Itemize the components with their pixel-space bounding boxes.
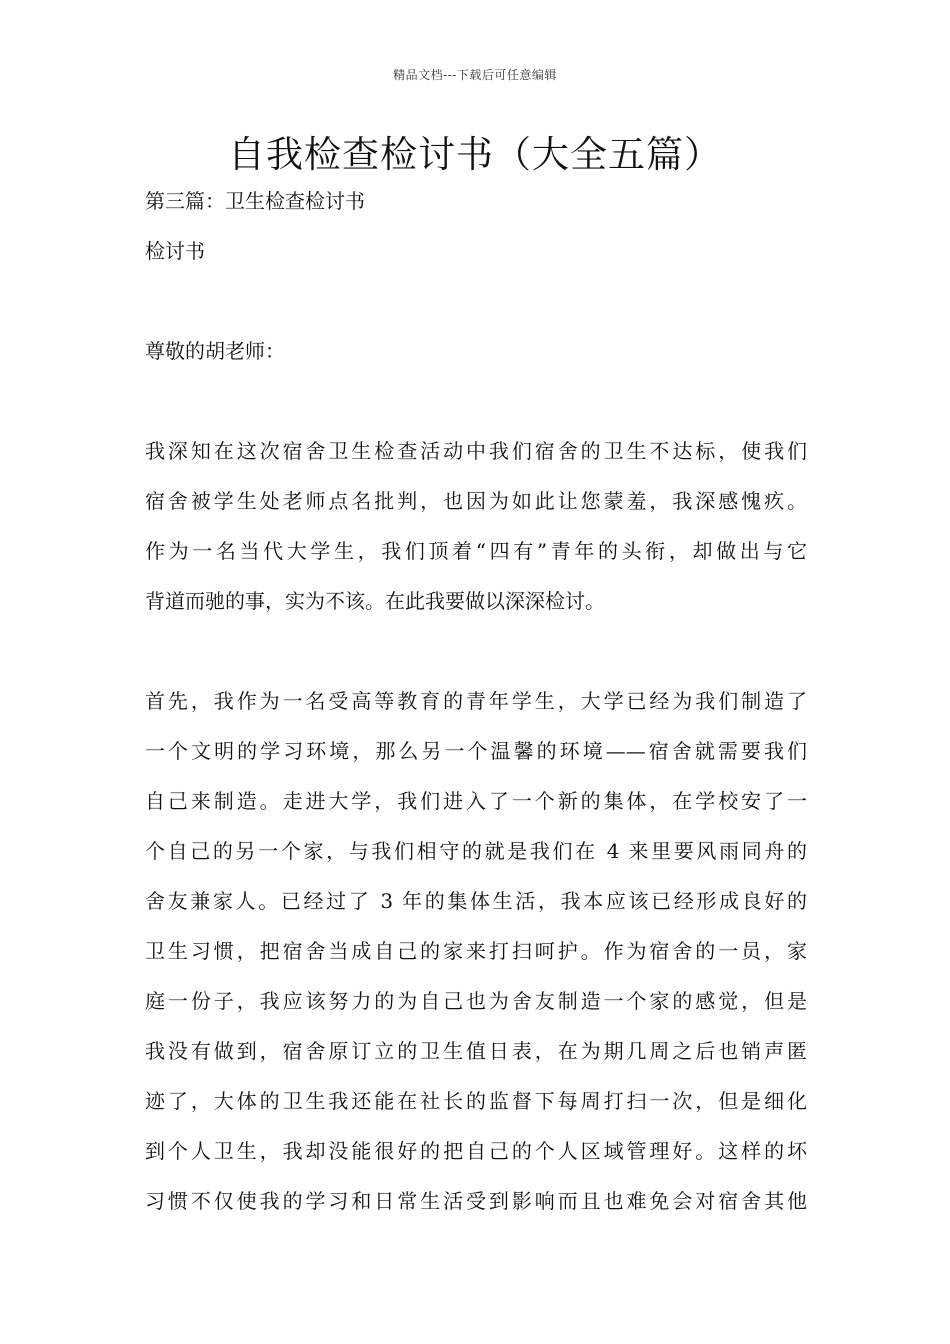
salutation: 尊敬的胡老师： [145,339,285,363]
blank-line [145,384,807,434]
blank-line [145,634,807,684]
letter-title: 检讨书 [145,239,205,263]
paragraph-1 [145,434,807,634]
blank-line [145,284,807,334]
paragraph-2 [145,684,807,1234]
paragraph-line: 我深知在这次宿舍卫生检查活动中我们宿舍的卫生不达标，使我们 [145,439,807,463]
paragraph-line: 我没有做到，宿舍原订立的卫生值日表，在为期几周之后也销声匿 [145,1039,807,1063]
paragraph-line: 个自己的另一个家，与我们相守的就是我们在 4 来里要风雨同舟的 [145,839,807,863]
header-note: 精品文档---下载后可任意编辑 [393,68,557,82]
paragraph-line: 卫生习惯，把宿舍当成自己的家来打扫呵护。作为宿舍的一员，家 [145,939,807,963]
paragraph-line: 习惯不仅使我的学习和日常生活受到影响而且也难免会对宿舍其他 [145,1189,807,1213]
paragraph-line: 首先，我作为一名受高等教育的青年学生，大学已经为我们制造了 [145,689,807,713]
paragraph-line: 自己来制造。走进大学，我们进入了一个新的集体，在学校安了一 [145,789,807,813]
paragraph-line: 迹了，大体的卫生我还能在社长的监督下每周打扫一次，但是细化 [145,1089,807,1113]
paragraph-line: 到个人卫生，我却没能很好的把自己的个人区域管理好。这样的坏 [145,1139,807,1163]
paragraph-line: 背道而驰的事，实为不该。在此我要做以深深检讨。 [145,589,605,613]
paragraph-line: 庭一份子，我应该努力的为自己也为舍友制造一个家的感觉，但是 [145,989,807,1013]
document-body [145,184,807,1234]
paragraph-line: 一个文明的学习环境，那么另一个温馨的环境——宿舍就需要我们 [145,739,807,763]
section-heading: 第三篇：卫生检查检讨书 [145,189,365,213]
paragraph-line: 宿舍被学生处老师点名批判，也因为如此让您蒙羞，我深感愧疚。 [145,489,807,513]
paragraph-line: 作为一名当代大学生，我们顶着“四有”青年的头衔，却做出与它 [145,539,807,563]
document-title: 自我检查检讨书（大全五篇） [228,133,722,176]
paragraph-line: 舍友兼家人。已经过了 3 年的集体生活，我本应该已经形成良好的 [145,889,807,913]
